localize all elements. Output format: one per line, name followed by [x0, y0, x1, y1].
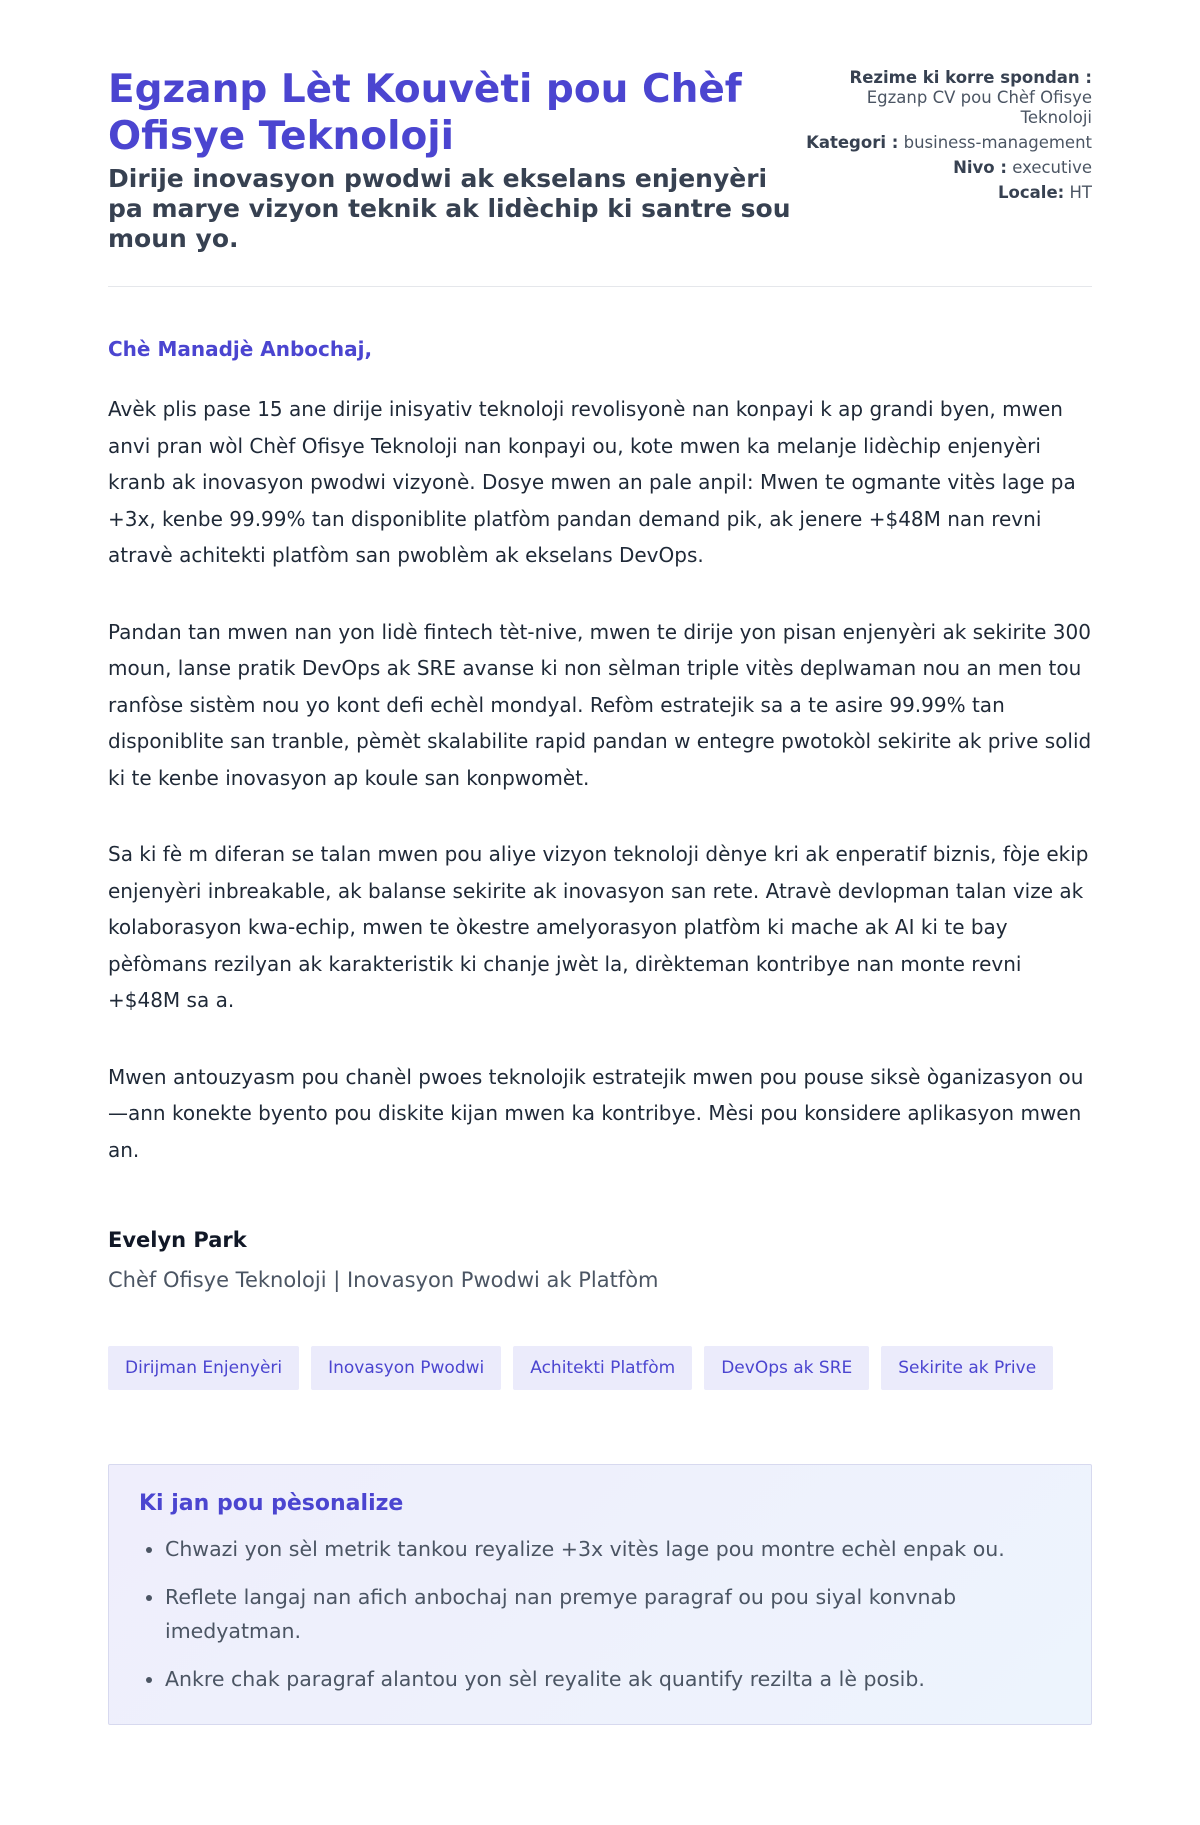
- skill-tags: [108, 1346, 1092, 1390]
- letter-paragraph: Sa ki fè m diferan se talan mwen pou aliye vizyon teknoloji dènye kri ak enperatif biznis, fòje ekip enjenyèri inbreakable, ak balanse sekirite ak inovasyon san rete. Atravè devlopman talan vize ak kolaborasyon kwa-echip, mwen te òkestre amelyorasyon platfòm ki mache ak AI ki te bay pèfòmans rezilyan ak karakteristik ki chanje jwèt la, dirèkteman kontribye nan monte revni +$48M sa a.: [108, 842, 1089, 1012]
- skill-tag: Dirijman Enjenyèri: [108, 1346, 299, 1390]
- letter-body: [108, 391, 1092, 1168]
- meta-category-value: business-management: [903, 133, 1092, 152]
- meta-locale: [792, 183, 1092, 203]
- skill-tag: Sekirite ak Prive: [881, 1346, 1053, 1390]
- page-title: Egzanp Lèt Kouvèti pou Chèf Ofisye Teknoloji: [108, 67, 742, 159]
- meta-locale-value: HT: [1069, 183, 1092, 202]
- meta-resume: [792, 68, 1092, 128]
- letter-paragraph: Avèk plis pase 15 ane dirije inisyativ teknoloji revolisyonè nan konpayi k ap grandi byen, mwen anvi pran wòl Chèf Ofisye Teknoloji nan konpayi ou, kote mwen ka melanje lidèchip enjenyèri kranb ak inovasyon pwodwi vizyonè. Dosye mwen an pale anpil: Mwen te ogmante vitès lage pa +3x, kenbe 99.99% tan disponiblite platfòm pandan demand pik, ak jenere +$48M nan revni atravè achitekti platfòm san pwoblèm ak ekselans DevOps.: [108, 397, 1076, 567]
- skill-tag: Inovasyon Pwodwi: [311, 1346, 501, 1390]
- meta-panel: [792, 68, 1092, 208]
- meta-resume-link[interactable]: Egzanp CV pou Chèf Ofisye Teknoloji: [866, 88, 1092, 127]
- customization-tips-box: [108, 1464, 1092, 1725]
- letter-paragraph: Mwen antouzyasm pou chanèl pwoes teknolojik estratejik mwen pou pouse siksè òganizasyon ou—ann konekte byento pou diskite kijan mwen ka kontribye. Mèsi pou konsidere aplikasyon mwen an.: [108, 1064, 1084, 1162]
- tips-list: [139, 1532, 1061, 1696]
- tip-item: • Chwazi yon sèl metrik tankou reyalize +3x vitès lage pou montre echèl enpak ou.: [165, 1532, 1061, 1566]
- tips-title: Ki jan pou pèsonalize: [139, 1491, 404, 1516]
- page-subtitle: Dirije inovasyon pwodwi ak ekselans enjenyèri pa marye vizyon teknik ak lidèchip ki santre sou moun yo.: [108, 164, 791, 253]
- page-header: [108, 0, 1092, 253]
- meta-level-value: executive: [1012, 158, 1092, 177]
- header-divider: [108, 286, 1092, 287]
- meta-locale-label: Locale:: [998, 183, 1065, 202]
- meta-category-label: Kategori :: [806, 133, 899, 152]
- skill-tag: DevOps ak SRE: [704, 1346, 869, 1390]
- signature-role: Chèf Ofisye Teknoloji | Inovasyon Pwodwi ak Platfòm: [108, 1268, 659, 1292]
- meta-resume-label: Rezime ki korre spondan :: [849, 68, 1092, 87]
- letter-paragraph: Pandan tan mwen nan yon lidè fintech tèt-nive, mwen te dirije yon pisan enjenyèri ak sekirite 300 moun, lanse pratik DevOps ak SRE avanse ki non sèlman triple vitès deplwaman nou an men tou ranfòse sistèm nou yo kont defi echèl mondyal. Refòm estratejik sa a te asire 99.99% tan disponiblite san tranble, pèmèt skalabilite rapid pandan w entegre pwotokòl sekirite ak prive solid ki te kenbe inovasyon ap koule san konpwomèt.: [108, 619, 1092, 790]
- signature-block: [108, 1228, 1092, 1292]
- salutation: Chè Manadjè Anbochaj,: [108, 337, 373, 361]
- tip-item: • Ankre chak paragraf alantou yon sèl reyalite ak quantify rezilta a lè posib.: [165, 1662, 1061, 1696]
- skill-tag: Achitekti Platfòm: [513, 1346, 692, 1390]
- meta-level-label: Nivo :: [953, 158, 1007, 177]
- tip-item: • Reflete langaj nan afich anbochaj nan premye paragraf ou pou siyal konvnab imedyatman.: [165, 1580, 1061, 1648]
- signature-name: Evelyn Park: [108, 1228, 247, 1252]
- meta-category: [792, 133, 1092, 153]
- meta-level: [792, 158, 1092, 178]
